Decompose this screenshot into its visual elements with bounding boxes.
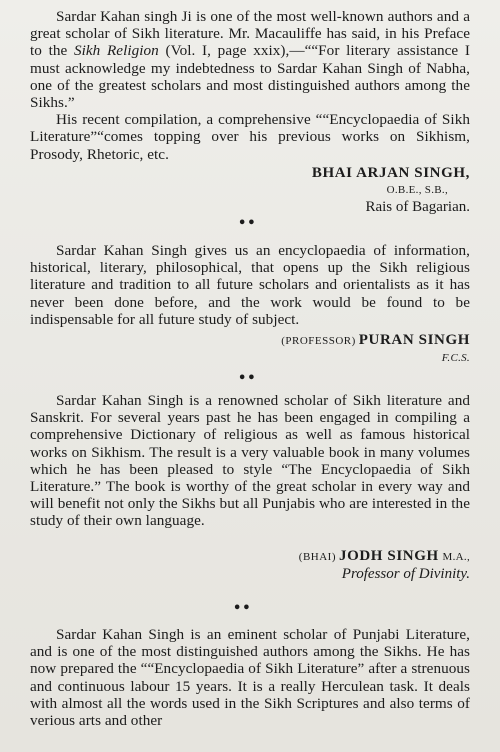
signatory-prefix: (PROFESSOR) [281, 335, 356, 348]
signatory-prefix: (BHAI) [298, 550, 336, 563]
testimonial-arjan-singh [30, 8, 470, 216]
paragraph-text: (Vol. I, page xxix),—““For literary assistance I must acknowledge my indebtedness to Sardar Kahan Singh of Nabha, one of the greatest scholars and most distinguished authors among the Sikhs.” [30, 42, 470, 112]
testimonial-jodh-singh [30, 392, 470, 583]
testimonial-paragraph: Sardar Kahan Singh is a renowned scholar of Sikh literature and Sanskrit. For several years past he has been engaged in compiling a comprehensive Dictionary of religious as well as famous historical works on Sikhism. The result is a very valuable book in many volumes which he has been pleased to style “The Encyclopaedia of Sikh Literature.” The book is worthy of the great scholar in every way and will benefit not only the Sikhs but all Punjabis who are interested in the study of their own language. [30, 392, 470, 530]
signatory-name: BHAI ARJAN SINGH, [311, 164, 470, 181]
signatory-role: Professor of Divinity. [341, 565, 470, 582]
book-title: Sikh Religion [73, 42, 159, 60]
signatory-name: PURAN SINGH [358, 332, 470, 349]
testimonial-paragraph: His recent compilation, a comprehensive ““Encyclopaedia of Sikh Literature”“comes topping over his previous works on Sikhism, Prosody, Rhetoric, etc. [30, 111, 470, 163]
testimonial-puran-singh [30, 242, 470, 367]
signatory-titles: F.C.S. [441, 352, 470, 365]
signatory-role: Rais of Bagarian. [365, 198, 470, 215]
section-divider: •• [238, 216, 257, 231]
testimonial-paragraph [30, 8, 470, 111]
testimonial-paragraph: Sardar Kahan Singh gives us an encyclopaedia of information, historical, literary, philosophical, that opens up the Sikh religious literature and tradition to all future scholars and orientalists as it has never been done before, and the work would be found to be indispensable for all future study of subject. [30, 242, 470, 328]
section-divider: •• [238, 371, 257, 386]
testimonial-paragraph: Sardar Kahan Singh is an eminent scholar of Punjabi Literature, and is one of the most distinguished authors among the Sikhs. He has now prepared the ““Encyclopaedia of Sikh Literature” after a strenuous and continuous labour 15 years. It is a really Herculean task. It deals with almost all the words used in the Sikh Scriptures and also terms of verious arts and other [30, 626, 470, 730]
paragraph-text: Sardar Kahan singh Ji is one of the most well-known authors and a great scholar of Sikh literature. Mr. Macauliffe has said, in his Preface to the [30, 8, 470, 60]
section-divider: •• [233, 601, 252, 616]
signature-block [30, 332, 470, 367]
signatory-name: JODH SINGH [339, 547, 439, 564]
signature-block [30, 165, 470, 216]
signatory-titles: M.A., [442, 550, 470, 563]
signature-block [30, 548, 470, 583]
testimonial-continued [30, 626, 470, 729]
signatory-titles: O.B.E., S.B., [386, 183, 448, 196]
